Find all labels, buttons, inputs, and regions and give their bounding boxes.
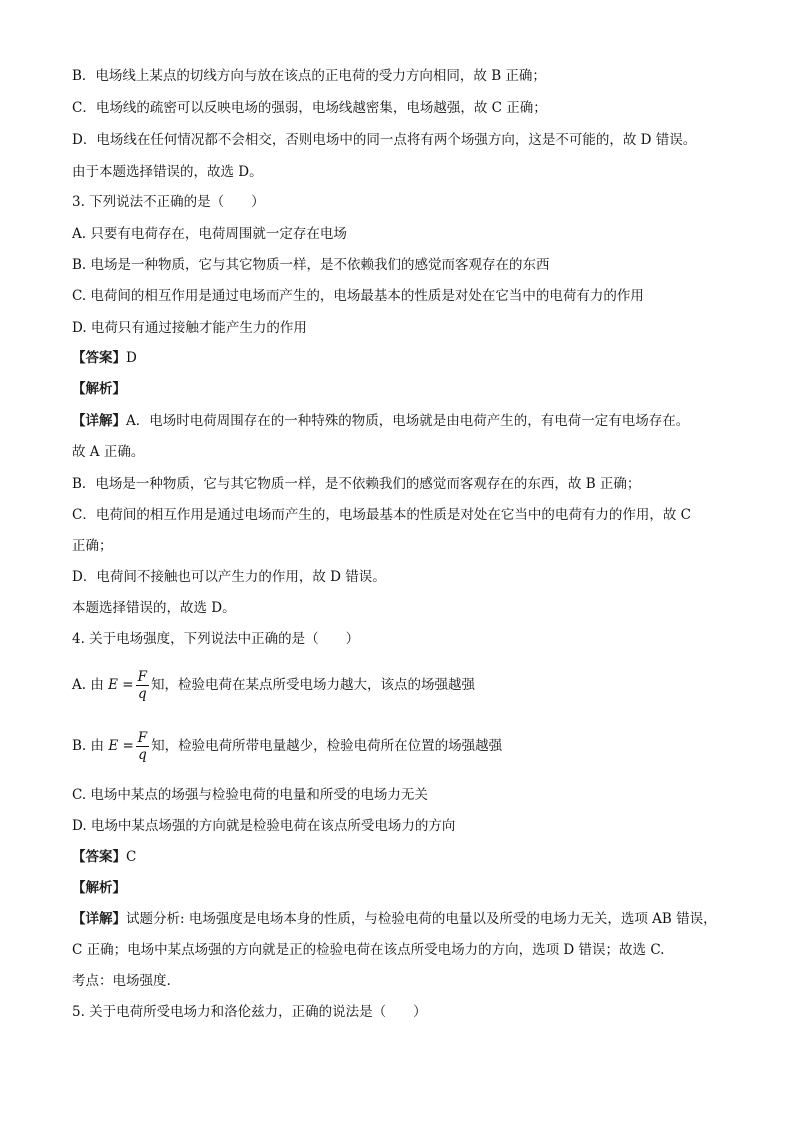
question-4-answer	[72, 847, 754, 867]
text-line: D．电荷间不接触也可以产生力的作用，故 D 错误。	[72, 569, 386, 585]
option-text: 知，检验电荷所带电量越少，检验电荷所在位置的场强越强	[151, 738, 503, 754]
text-line: 故 A 正确。	[72, 444, 145, 460]
analysis-tag: 【解析】	[72, 880, 126, 896]
question-3-analysis-heading	[72, 379, 754, 399]
text-line: C．电场线的疏密可以反映电场的强弱，电场线越密集，电场越强，故 C 正确；	[72, 100, 547, 116]
question-4-option-b	[72, 729, 754, 763]
text-line: 正确；	[72, 538, 113, 554]
detail-tag: 【详解】	[72, 911, 126, 927]
detail-text: A．电场时电荷周围存在的一种特殊的物质，电场就是由电荷产生的，有电荷一定有电场存在。	[126, 413, 690, 429]
question-3-option-d: D. 电荷只有通过接触才能产生力的作用	[72, 320, 307, 336]
formula-denominator: q	[138, 747, 147, 763]
formula-lhs: E =	[108, 738, 134, 754]
answer-value: D	[126, 350, 137, 366]
formula-numerator: F	[137, 669, 147, 685]
answer-tag: 【答案】	[72, 350, 126, 366]
text-line: 考点：电场强度.	[72, 973, 171, 989]
formula-fraction	[136, 730, 149, 763]
answer-value: C	[126, 849, 137, 865]
question-4-option-d: D. 电场中某点场强的方向就是检验电荷在该点所受电场力的方向	[72, 818, 456, 834]
text-line: C．电荷间的相互作用是通过电场而产生的，电场最基本的性质是对处在它当中的电荷有力的作用，故 C	[72, 507, 691, 523]
formula-denominator: q	[137, 686, 147, 702]
question-4-stem: 4. 关于电场强度，下列说法中正确的是（ ）	[72, 631, 360, 647]
formula-fraction	[136, 669, 149, 702]
option-prefix: A. 由	[72, 677, 104, 693]
text-line: 本题选择错误的，故选 D。	[72, 600, 236, 616]
question-3-answer	[72, 348, 754, 368]
question-3-detail	[72, 411, 754, 431]
text-line: B．电场线上某点的切线方向与放在该点的正电荷的受力方向相同，故 B 正确；	[72, 68, 546, 84]
analysis-tag: 【解析】	[72, 381, 126, 397]
answer-tag: 【答案】	[72, 849, 126, 865]
question-4-option-a	[72, 668, 754, 702]
text-line: B．电场是一种物质，它与其它物质一样，是不依赖我们的感觉而客观存在的东西，故 B 正确；	[72, 476, 641, 492]
question-4-detail	[72, 909, 754, 929]
question-4-option-c: C. 电场中某点的场强与检验电荷的电量和所受的电场力无关	[72, 787, 428, 803]
question-4-analysis-heading	[72, 878, 754, 898]
question-3-option-c: C. 电荷间的相互作用是通过电场而产生的，电场最基本的性质是对处在它当中的电荷有力的作用	[72, 288, 644, 304]
option-text: 知，检验电荷在某点所受电场力越大，该点的场强越强	[150, 677, 475, 693]
question-3-option-a: A. 只要有电荷存在，电荷周围就一定存在电场	[72, 226, 347, 242]
detail-text: 试题分析: 电场强度是电场本身的性质，与检验电荷的电量以及所受的电场力无关，选项 AB 错误，	[126, 911, 717, 927]
question-3-stem: 3. 下列说法不正确的是（ ）	[72, 194, 265, 210]
text-line: C 正确；电场中某点场强的方向就是正的检验电荷在该点所受电场力的方向，选项 D 错误；故选 C.	[72, 942, 665, 958]
text-line: D．电场线在任何情况都不会相交，否则电场中的同一点将有两个场强方向，这是不可能的，故 D 错误。	[72, 132, 697, 148]
detail-tag: 【详解】	[72, 413, 126, 429]
option-prefix: B. 由	[72, 738, 105, 754]
formula-lhs: E =	[108, 677, 134, 693]
text-line: 由于本题选择错误的，故选 D。	[72, 164, 263, 180]
formula-numerator: F	[137, 730, 148, 746]
question-3-option-b: B. 电场是一种物质，它与其它物质一样，是不依赖我们的感觉而客观存在的东西	[72, 257, 550, 273]
question-5-stem: 5. 关于电荷所受电场力和洛伦兹力，正确的说法是（ ）	[72, 1004, 427, 1020]
